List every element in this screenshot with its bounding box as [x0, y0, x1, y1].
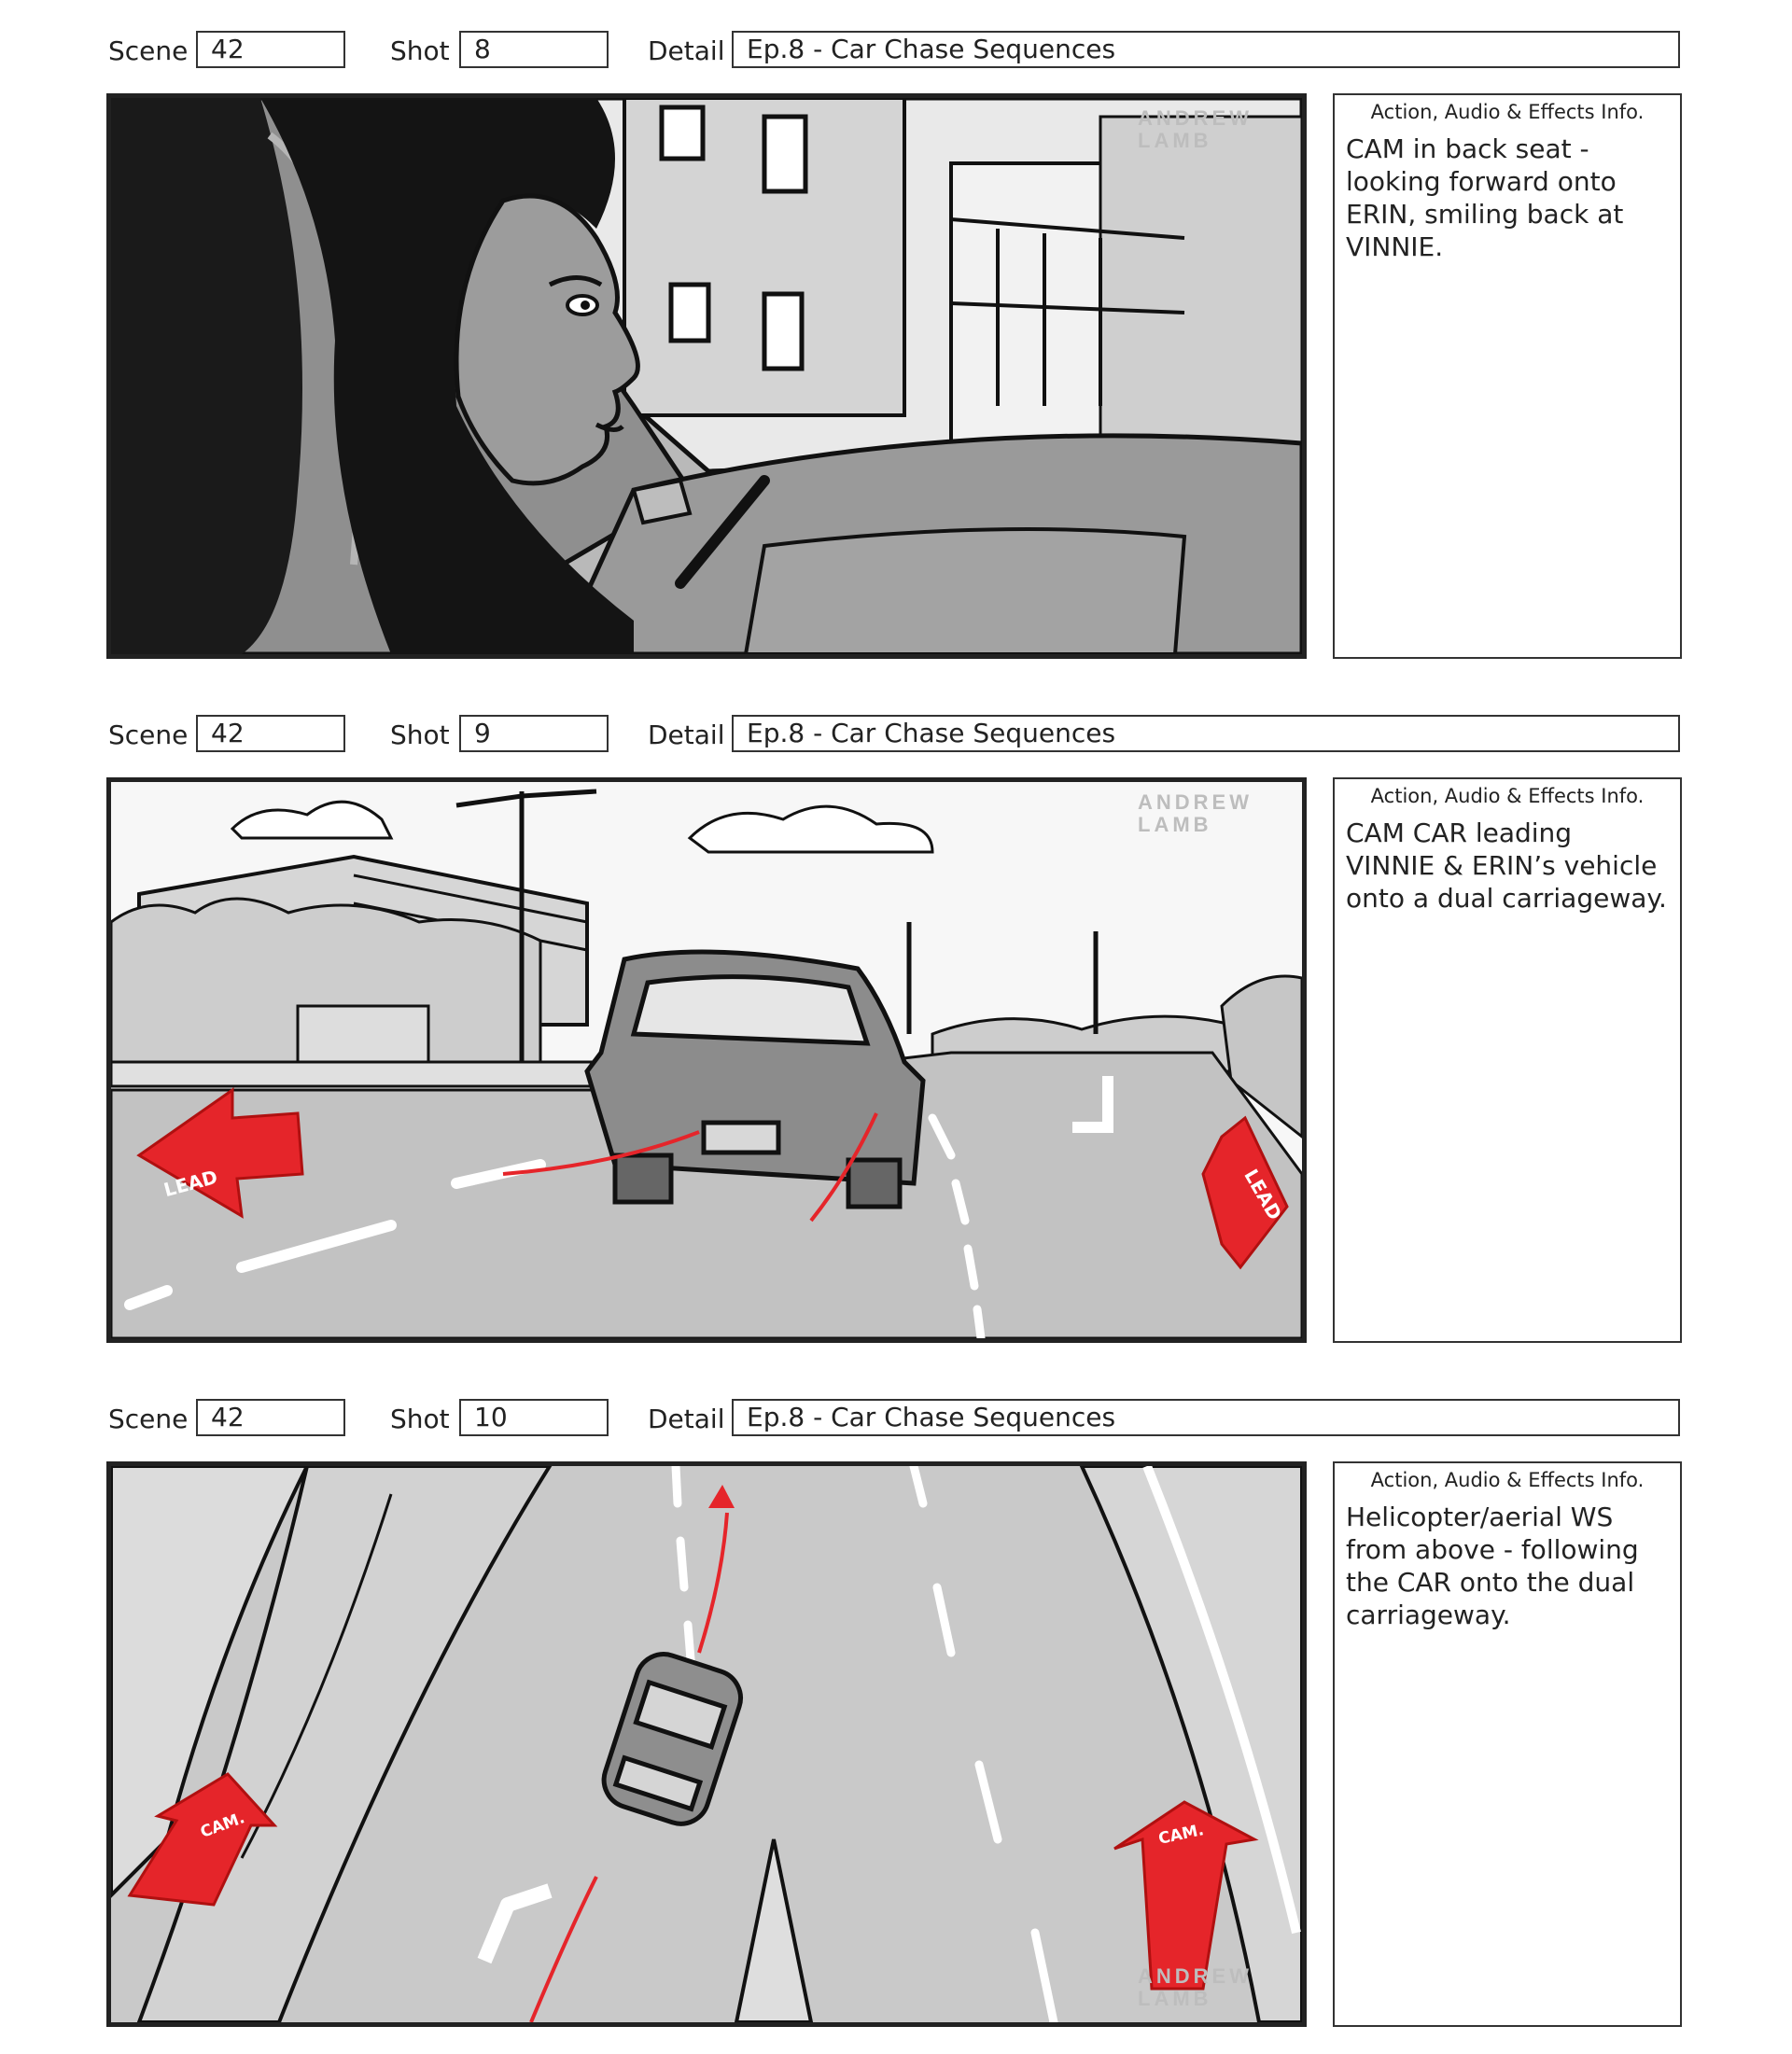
- notes-box[interactable]: [1333, 1461, 1682, 2027]
- shot-block-9: [0, 684, 1792, 1370]
- cam-arrow-label-right: CAM.: [1156, 1821, 1206, 1849]
- detail-label: Detail: [648, 720, 725, 750]
- notes-text: Helicopter/aerial WS from above - following the CAR onto the dual carriageway.: [1346, 1502, 1639, 1630]
- detail-field[interactable]: Ep.8 - Car Chase Sequences: [732, 31, 1680, 68]
- notes-header: Action, Audio & Effects Info.: [1370, 101, 1645, 123]
- scene-field[interactable]: 42: [196, 1399, 345, 1436]
- notes-text: CAM CAR leading VINNIE & ERIN’s vehicle onto a dual carriageway.: [1346, 817, 1667, 914]
- shot-field[interactable]: 10: [459, 1399, 609, 1436]
- shot-label: Shot: [390, 720, 450, 750]
- scene-field[interactable]: 42: [196, 715, 345, 752]
- frame-drawing-road: [111, 782, 1302, 1338]
- shot-block-10: [0, 1368, 1792, 2054]
- storyboard-frame: [106, 1461, 1307, 2027]
- detail-field[interactable]: Ep.8 - Car Chase Sequences: [732, 1399, 1680, 1436]
- watermark-logo: ANDREW LAMB: [1138, 106, 1253, 152]
- frame-drawing-aerial: [111, 1466, 1302, 2022]
- storyboard-frame: [106, 93, 1307, 659]
- lead-arrow-label-left: LEAD: [161, 1165, 220, 1202]
- detail-label: Detail: [648, 1404, 725, 1434]
- watermark-logo: ANDREW LAMB: [1138, 1964, 1253, 2010]
- shot-field[interactable]: 8: [459, 31, 609, 68]
- storyboard-frame: [106, 777, 1307, 1343]
- shot-label: Shot: [390, 1404, 450, 1434]
- notes-text: CAM in back seat - looking forward onto ERIN, smiling back at VINNIE.: [1346, 133, 1624, 262]
- scene-label: Scene: [108, 35, 189, 66]
- notes-box[interactable]: [1333, 777, 1682, 1343]
- scene-label: Scene: [108, 1404, 189, 1434]
- detail-field[interactable]: Ep.8 - Car Chase Sequences: [732, 715, 1680, 752]
- shot-field[interactable]: 9: [459, 715, 609, 752]
- watermark-logo: ANDREW LAMB: [1138, 790, 1253, 836]
- lead-arrow-label-right: LEAD: [1239, 1165, 1287, 1224]
- scene-label: Scene: [108, 720, 189, 750]
- notes-header: Action, Audio & Effects Info.: [1370, 785, 1645, 807]
- detail-label: Detail: [648, 35, 725, 66]
- notes-box[interactable]: [1333, 93, 1682, 659]
- shot-block-8: [0, 0, 1792, 686]
- frame-drawing-car-interior: [111, 98, 1302, 654]
- shot-label: Shot: [390, 35, 450, 66]
- scene-field[interactable]: 42: [196, 31, 345, 68]
- cam-arrow-label-left: CAM.: [198, 1809, 247, 1842]
- notes-header: Action, Audio & Effects Info.: [1370, 1469, 1645, 1491]
